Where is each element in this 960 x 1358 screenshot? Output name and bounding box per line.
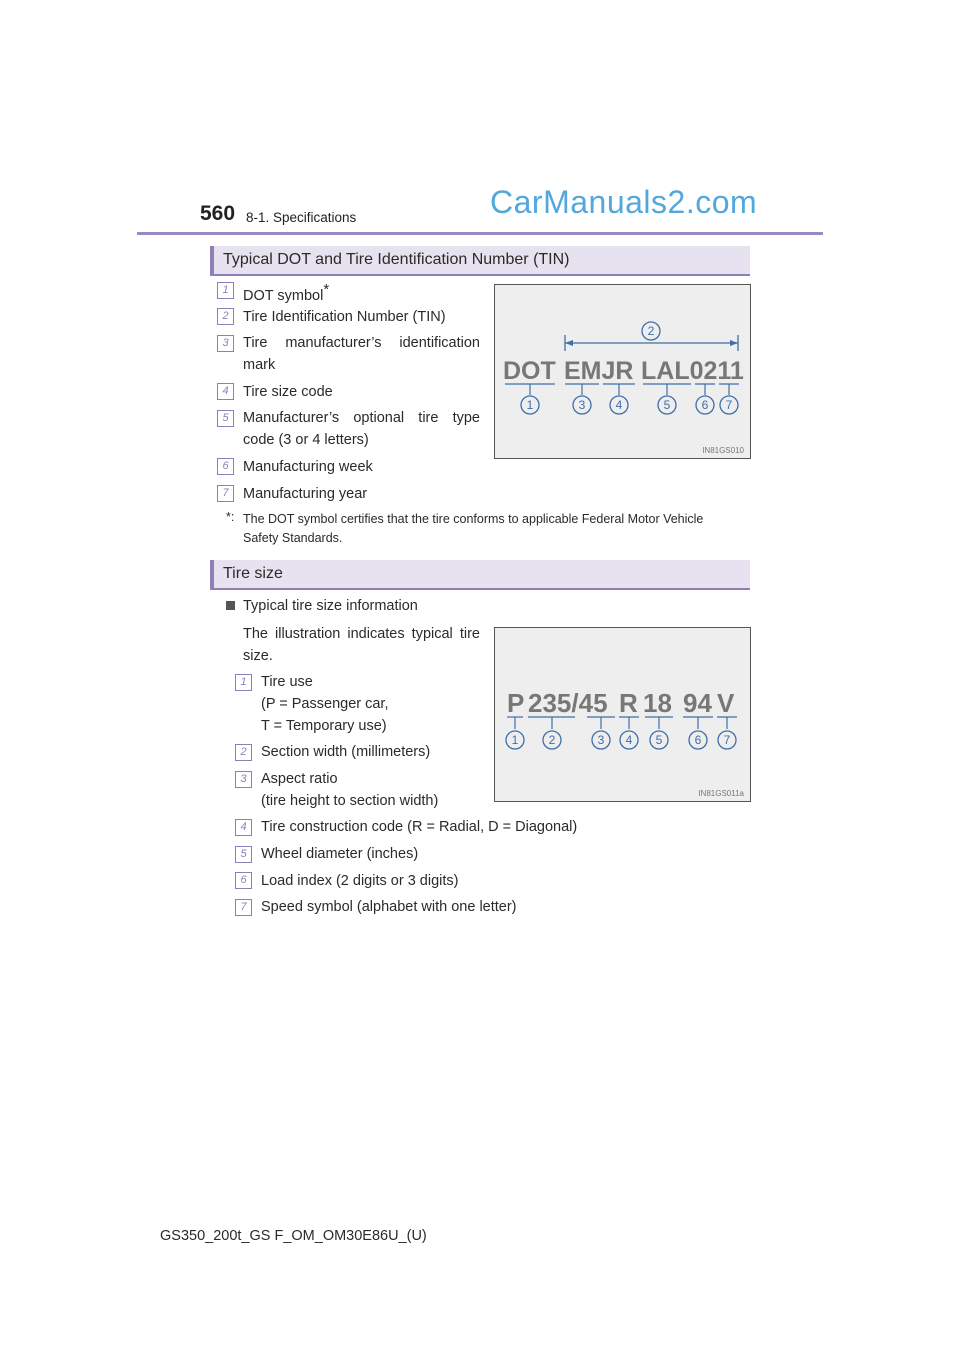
size-item-7-text: Speed symbol (alphabet with one letter): [261, 899, 517, 915]
size-code-brackets: [507, 717, 737, 729]
size-item-5-text: Wheel diameter (inches): [261, 846, 419, 862]
page-number: 560: [200, 202, 236, 225]
tin-arrow-right: [730, 340, 738, 346]
dot-item-6-text: Manufacturing week: [243, 459, 373, 475]
size-item-1-line1: Tire use: [261, 674, 313, 690]
dot-item-3-line2: mark: [243, 357, 276, 373]
document-footer-code: GS350_200t_GS F_OM_OM30E86U_(U): [160, 1228, 427, 1244]
dot-tin-svg: [495, 285, 750, 458]
dot-callout-2-label: 2: [647, 324, 655, 338]
size-item-4-number: 4: [235, 819, 252, 836]
footnote-mark: *:: [226, 510, 235, 524]
size-item-2-text: Section width (millimeters): [261, 744, 431, 760]
size-figure-code: IN81GS011a: [698, 789, 744, 798]
dot-callout-6-label: 6: [701, 398, 709, 412]
size-item-7-number: 7: [235, 899, 252, 916]
size-item-4-text: Tire construction code (R = Radial, D = Diagonal): [261, 819, 578, 835]
dot-figure-code: IN81GS010: [702, 446, 744, 455]
code-emjr: EMJR: [564, 357, 634, 385]
size-callout-5-label: 5: [655, 733, 663, 747]
size-item-3-line2: (tire height to section width): [261, 793, 439, 809]
size-item-6-number: 6: [235, 872, 252, 889]
dot-item-5-line1: Manufacturer’s optional tire type: [243, 410, 480, 426]
watermark-link[interactable]: CarManuals2.com: [490, 184, 758, 220]
tire-size-subheading: Typical tire size information: [243, 598, 418, 614]
code-dot: DOT: [503, 357, 556, 385]
asterisk-mark: *: [323, 281, 330, 298]
dot-item-7-text: Manufacturing year: [243, 486, 368, 502]
dot-item-2-text: Tire Identification Number (TIN): [243, 309, 446, 325]
header-divider: [137, 232, 823, 235]
tire-size-svg: [495, 628, 750, 801]
size-callout-2-label: 2: [548, 733, 556, 747]
dot-item-3-number: 3: [217, 335, 234, 352]
size-item-1-number: 1: [235, 674, 252, 691]
dot-item-5-number: 5: [217, 410, 234, 427]
dot-callout-1-label: 1: [526, 398, 534, 412]
size-item-2-number: 2: [235, 744, 252, 761]
dot-item-4-text: Tire size code: [243, 384, 333, 400]
dot-callout-3-label: 3: [578, 398, 586, 412]
size-item-3-number: 3: [235, 771, 252, 788]
size-callout-1-label: 1: [511, 733, 519, 747]
size-code-p: P: [507, 688, 525, 718]
dot-tin-illustration: [494, 284, 751, 459]
dot-item-5-line2: code (3 or 4 letters): [243, 432, 369, 448]
dot-callout-5-label: 5: [663, 398, 671, 412]
size-item-3-line1: Aspect ratio: [261, 771, 338, 787]
dot-item-4-number: 4: [217, 383, 234, 400]
dot-item-1-number: 1: [217, 282, 234, 299]
footnote-line1: The DOT symbol certifies that the tire conforms to applicable Federal Motor Vehicle: [243, 512, 704, 526]
dot-item-2-number: 2: [217, 308, 234, 325]
size-callout-7-label: 7: [723, 733, 731, 747]
code-brackets: [505, 384, 739, 395]
size-code-94: 94: [683, 688, 712, 718]
dot-item-3-line1: Tire manufacturer’s identification: [243, 335, 480, 351]
tire-size-heading: [210, 560, 750, 590]
size-code-r: R: [619, 688, 638, 718]
tire-size-illustration: [494, 627, 751, 802]
dot-callout-4-label: 4: [615, 398, 623, 412]
dot-item-7-number: 7: [217, 485, 234, 502]
dot-callout-7-label: 7: [725, 398, 733, 412]
dot-item-1-text: [243, 279, 329, 307]
dot-section-heading-text: Typical DOT and Tire Identification Number (TIN): [223, 251, 570, 268]
code-lal0211: LAL0211: [641, 357, 744, 385]
size-item-1-line3: T = Temporary use): [261, 718, 387, 734]
footnote-line2: Safety Standards.: [243, 531, 343, 545]
size-code-18: 18: [643, 688, 672, 718]
tire-size-intro-line1: The illustration indicates typical tire: [243, 626, 480, 642]
size-callout-3-label: 3: [597, 733, 605, 747]
tire-size-intro-line2: size.: [243, 648, 273, 664]
size-item-1-line2: (P = Passenger car,: [261, 696, 389, 712]
size-callout-6-label: 6: [694, 733, 702, 747]
tin-arrow-left: [565, 340, 573, 346]
section-breadcrumb: 8-1. Specifications: [246, 210, 357, 225]
dot-item-1-label: DOT symbol: [243, 287, 324, 304]
square-bullet-icon: [226, 601, 235, 610]
size-code-235-45: 235/45: [528, 688, 608, 718]
size-code-v: V: [717, 688, 735, 718]
size-item-6-text: Load index (2 digits or 3 digits): [261, 873, 459, 889]
tire-size-heading-text: Tire size: [223, 565, 283, 582]
size-callout-4-label: 4: [625, 733, 633, 747]
size-item-5-number: 5: [235, 846, 252, 863]
dot-section-heading: [210, 246, 750, 276]
dot-item-6-number: 6: [217, 458, 234, 475]
